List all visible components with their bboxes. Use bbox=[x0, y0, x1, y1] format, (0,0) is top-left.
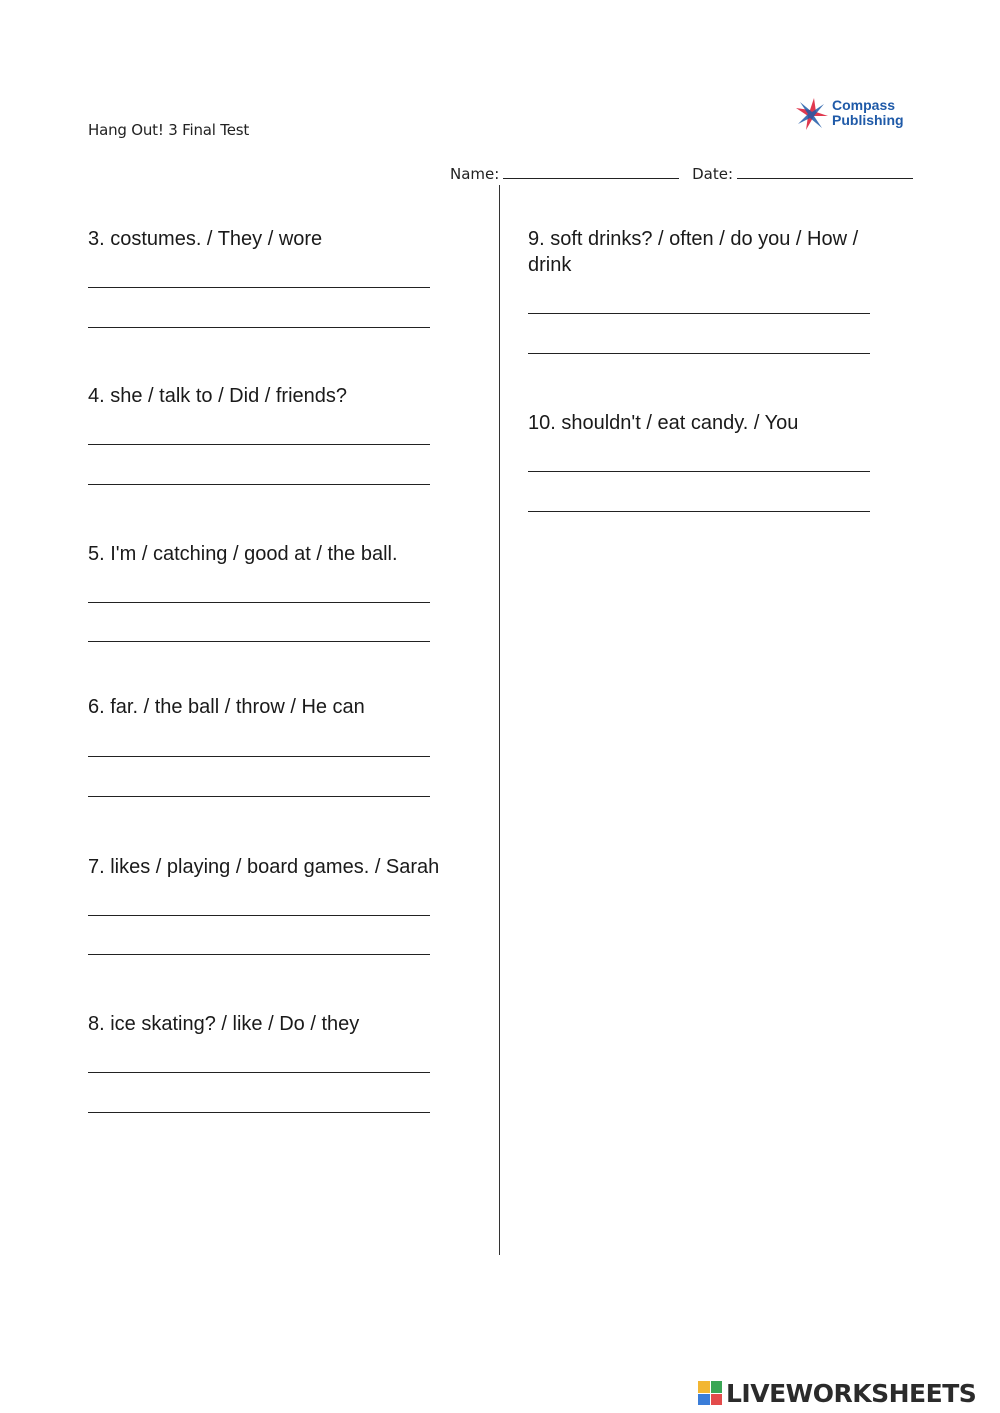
question-prompt: 4. she / talk to / Did / friends? bbox=[88, 385, 348, 407]
answer-line-7a[interactable] bbox=[88, 915, 430, 916]
question-9 bbox=[528, 226, 898, 278]
answer-line-8b[interactable] bbox=[88, 1112, 430, 1113]
name-date-row bbox=[450, 164, 921, 183]
liveworksheets-brand bbox=[698, 1378, 976, 1408]
logo-text bbox=[832, 98, 904, 128]
question-prompt: 7. likes / playing / board games. / Sarah bbox=[88, 856, 440, 878]
answer-line-9b[interactable] bbox=[528, 353, 870, 354]
question-7 bbox=[88, 854, 478, 880]
answer-line-8a[interactable] bbox=[88, 1072, 430, 1073]
answer-line-7b[interactable] bbox=[88, 954, 430, 955]
liveworksheets-logo-icon bbox=[698, 1381, 722, 1405]
answer-line-5a[interactable] bbox=[88, 602, 430, 603]
column-divider bbox=[499, 185, 500, 1255]
question-4 bbox=[88, 383, 478, 409]
logo-line-1: Compass bbox=[832, 97, 896, 113]
answer-line-4b[interactable] bbox=[88, 484, 430, 485]
answer-line-3a[interactable] bbox=[88, 287, 430, 288]
answer-line-10a[interactable] bbox=[528, 471, 870, 472]
question-prompt: 10. shouldn't / eat candy. / You bbox=[528, 412, 799, 434]
name-label: Name: bbox=[450, 165, 500, 183]
question-5 bbox=[88, 541, 478, 567]
question-8 bbox=[88, 1011, 478, 1037]
question-prompt: 8. ice skating? / like / Do / they bbox=[88, 1013, 360, 1035]
logo-line-2: Publishing bbox=[832, 112, 904, 128]
question-prompt: 9. soft drinks? / often / do you / How / drink bbox=[528, 228, 859, 276]
date-field[interactable] bbox=[737, 164, 913, 179]
answer-line-6b[interactable] bbox=[88, 796, 430, 797]
answer-line-10b[interactable] bbox=[528, 511, 870, 512]
question-3 bbox=[88, 226, 478, 252]
brand-text: LIVEWORKSHEETS bbox=[726, 1378, 977, 1408]
name-field[interactable] bbox=[503, 164, 679, 179]
publisher-logo bbox=[790, 90, 910, 138]
worksheet-title: Hang Out! 3 Final Test bbox=[88, 121, 250, 139]
answer-line-9a[interactable] bbox=[528, 313, 870, 314]
date-label: Date: bbox=[692, 165, 733, 183]
answer-line-4a[interactable] bbox=[88, 444, 430, 445]
question-prompt: 6. far. / the ball / throw / He can bbox=[88, 696, 365, 718]
answer-line-5b[interactable] bbox=[88, 641, 430, 642]
question-prompt: 5. I'm / catching / good at / the ball. bbox=[88, 543, 398, 565]
question-prompt: 3. costumes. / They / wore bbox=[88, 228, 323, 250]
question-6 bbox=[88, 694, 478, 720]
answer-line-3b[interactable] bbox=[88, 327, 430, 328]
compass-star-icon bbox=[792, 94, 832, 134]
answer-line-6a[interactable] bbox=[88, 756, 430, 757]
question-10 bbox=[528, 410, 918, 436]
